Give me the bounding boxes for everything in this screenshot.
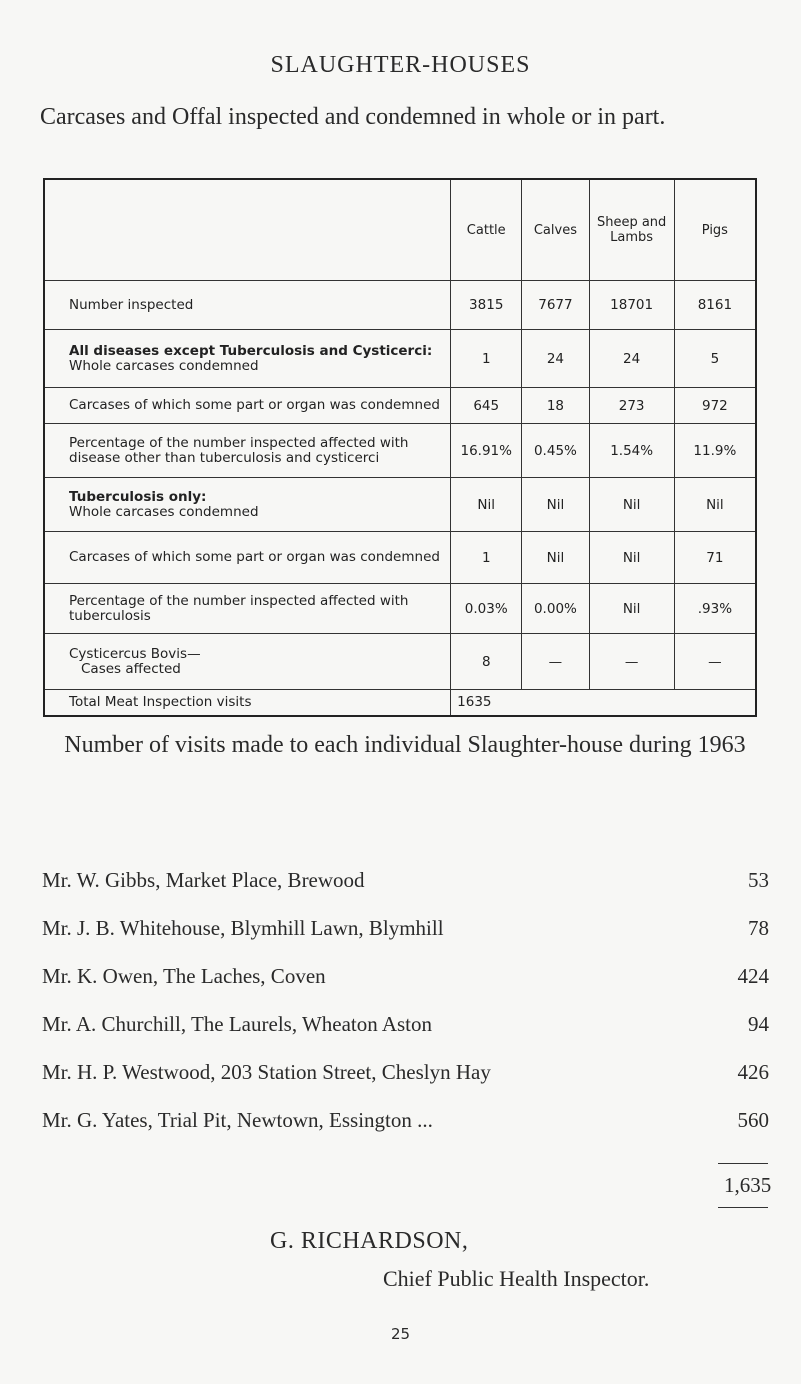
visit-count: 560 — [737, 1108, 769, 1132]
visit-name: Mr. H. P. Westwood, 203 Station Street, Cheslyn Hay — [42, 1060, 491, 1084]
row-label: Carcases of which some part or organ was condemned — [44, 532, 451, 584]
total-divider-bottom — [718, 1207, 768, 1208]
total-divider-top — [718, 1163, 768, 1164]
header-pigs: Pigs — [674, 179, 756, 281]
table-row — [44, 281, 756, 330]
list-item — [42, 1012, 769, 1060]
cell: 5 — [674, 330, 756, 388]
header-calves: Calves — [522, 179, 589, 281]
table-row — [44, 330, 756, 388]
table-header-row — [44, 179, 756, 281]
visits-total: 1,635 — [724, 1173, 772, 1197]
list-item — [42, 1060, 769, 1108]
cell: — — [674, 634, 756, 690]
header-cattle: Cattle — [451, 179, 522, 281]
row-label — [44, 634, 451, 690]
cell: Nil — [589, 478, 674, 532]
header-blank — [44, 179, 451, 281]
cell: Nil — [589, 584, 674, 634]
row-label: Percentage of the number inspected affected with disease other than tuberculosis and cysticerci — [44, 424, 451, 478]
table-row — [44, 424, 756, 478]
row-label — [44, 478, 451, 532]
cell: 0.00% — [522, 584, 589, 634]
cell: 24 — [522, 330, 589, 388]
cell: 18701 — [589, 281, 674, 330]
signature-title: Chief Public Health Inspector. — [383, 1266, 650, 1291]
table-total-row — [44, 690, 756, 716]
cell: 1635 — [451, 690, 756, 716]
visit-name: Mr. G. Yates, Trial Pit, Newtown, Essington ... — [42, 1108, 433, 1132]
table-row — [44, 584, 756, 634]
visit-count: 426 — [737, 1060, 769, 1084]
cell: Nil — [451, 478, 522, 532]
cell: Nil — [522, 478, 589, 532]
list-item — [42, 916, 769, 964]
cell: 7677 — [522, 281, 589, 330]
row-text: Cases affected — [81, 660, 181, 677]
cell: 273 — [589, 388, 674, 424]
row-text: Whole carcases condemned — [69, 503, 259, 520]
section-heading: Cysticercus Bovis— — [69, 645, 201, 662]
cell: Nil — [589, 532, 674, 584]
cell: 3815 — [451, 281, 522, 330]
row-text: Whole carcases condemned — [69, 357, 259, 374]
cell: 16.91% — [451, 424, 522, 478]
row-label — [44, 330, 451, 388]
cell: 24 — [589, 330, 674, 388]
cell: .93% — [674, 584, 756, 634]
visit-count: 424 — [737, 964, 769, 988]
cell: 1.54% — [589, 424, 674, 478]
page-number: 25 — [390, 1325, 411, 1343]
list-item — [42, 868, 769, 916]
cell: Nil — [674, 478, 756, 532]
visit-count: 94 — [748, 1012, 769, 1036]
cell: 1 — [451, 330, 522, 388]
visit-count: 53 — [748, 868, 769, 892]
header-sheep: Sheep and Lambs — [589, 179, 674, 281]
cell: — — [522, 634, 589, 690]
section-heading: All diseases except Tuberculosis and Cysticerci: — [69, 342, 433, 359]
list-item — [42, 1108, 769, 1156]
row-label: Carcases of which some part or organ was condemned — [44, 388, 451, 424]
cell: 71 — [674, 532, 756, 584]
cell: 0.45% — [522, 424, 589, 478]
row-label: Number inspected — [44, 281, 451, 330]
table-row — [44, 388, 756, 424]
page-title: SLAUGHTER-HOUSES — [270, 52, 531, 78]
cell: 0.03% — [451, 584, 522, 634]
cell: 1 — [451, 532, 522, 584]
table-row — [44, 478, 756, 532]
visit-count: 78 — [748, 916, 769, 940]
cell: 8161 — [674, 281, 756, 330]
cell: 645 — [451, 388, 522, 424]
list-item — [42, 964, 769, 1012]
cell: 972 — [674, 388, 756, 424]
visit-name: Mr. W. Gibbs, Market Place, Brewood — [42, 868, 365, 892]
visits-list — [42, 868, 769, 1156]
cell: Nil — [522, 532, 589, 584]
visit-name: Mr. K. Owen, The Laches, Coven — [42, 964, 326, 988]
subtitle: Carcases and Offal inspected and condemned in whole or in part. — [40, 104, 666, 130]
row-label: Total Meat Inspection visits — [44, 690, 451, 716]
section-heading: Tuberculosis only: — [69, 488, 207, 505]
row-label: Percentage of the number inspected affected with tuberculosis — [44, 584, 451, 634]
signature-name: G. RICHARDSON, — [270, 1228, 469, 1254]
table-row — [44, 634, 756, 690]
cell: 8 — [451, 634, 522, 690]
inspection-table — [43, 178, 757, 717]
visits-heading: Number of visits made to each individual Slaughter-house during 1963 — [64, 732, 746, 758]
table-row — [44, 532, 756, 584]
cell: 18 — [522, 388, 589, 424]
cell: — — [589, 634, 674, 690]
cell: 11.9% — [674, 424, 756, 478]
visit-name: Mr. A. Churchill, The Laurels, Wheaton Aston — [42, 1012, 433, 1036]
visit-name: Mr. J. B. Whitehouse, Blymhill Lawn, Blymhill — [42, 916, 444, 940]
